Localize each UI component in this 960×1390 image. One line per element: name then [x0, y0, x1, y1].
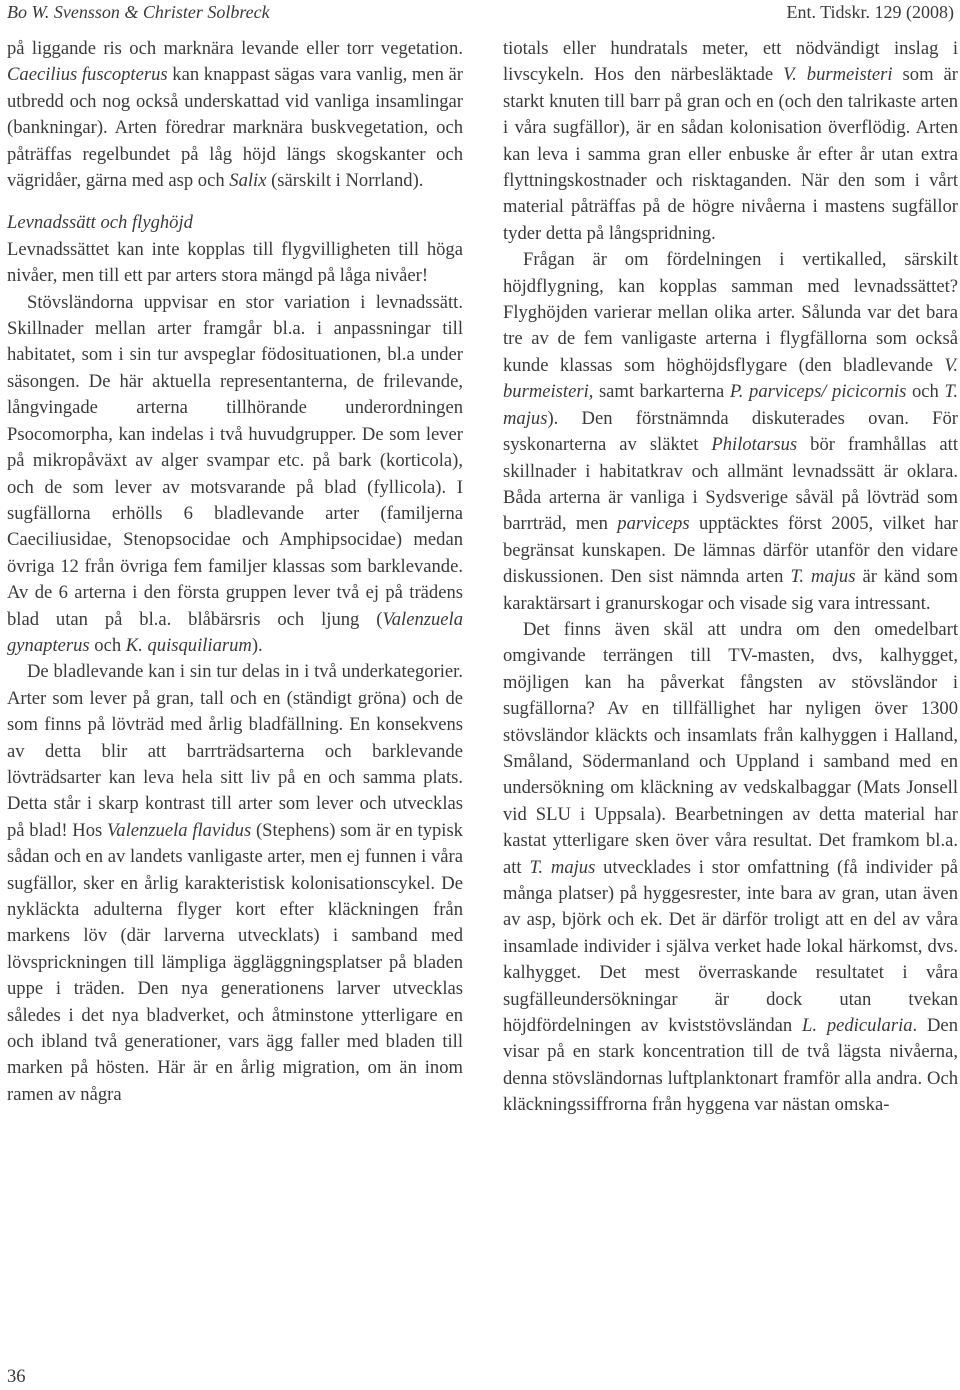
section-heading	[7, 210, 463, 236]
paragraph-text: , samt barkarterna	[588, 381, 730, 403]
left-text-column	[7, 36, 463, 1108]
paragraph-text: (Stephens) som är en typisk sådan och en av landets vanligaste arter, men ej funnen i våra sugfällor, sker en årlig karakteristisk kolonisationscykel. De nykläckta adulterna flyger kort efter kläckningen från markens löv (där larverna utvecklats) i samband med lövsprickningen till lämpliga äggläggningsplatser på bladen uppe i träden. Den nya generationens larver utvecklas således i det nya bladverket, och åtminstone ytterligare en och ibland två generationer, vars ägg faller med bladen till marken på hösten. Här är en årlig migration, om än inom ramen av några	[7, 819, 463, 1105]
paragraph-text: Levnadssätt och flyghöjd	[7, 212, 193, 234]
italic-taxon-text: K. quisquiliarum	[125, 634, 252, 656]
paragraph-text: är känd som karaktärsart i granurskogar och visade sig vara intressant.	[503, 566, 959, 614]
right-text-column	[503, 36, 958, 1119]
paragraph-text: utvecklades i stor omfattning (få individer på många platser) på hyggesrester, inte bara av gran, utan även av asp, björk och ek. Det är därför troligt att en del av våra insamlade individer i själva verket hade lokal härkomst, dvs. kalhygget. Det mest överraskande resultatet i våra sugfälleundersökningar är dock utan tvekan höjdfördelningen av kviststövsländan	[503, 856, 958, 1037]
paragraph-text: och	[89, 634, 126, 656]
body-paragraph	[503, 36, 958, 247]
running-head-authors: Bo W. Svensson & Christer Solbreck	[7, 2, 270, 22]
italic-taxon-text: T. majus	[790, 566, 856, 588]
paragraph-text: som är starkt knuten till barr på gran och en (och den talrikaste arten i våra sugfällor), är en sådan kolonisation överflödig. Arten kan leva i samma gran eller enbuske år efter år utan extra flyttningskostnader och risktaganden. När den som i vårt material påträffas på de högre nivåerna i mastens sugfällor tyder detta på långspridning.	[503, 64, 958, 244]
body-paragraph	[7, 36, 463, 194]
italic-taxon-text: V. burmeisteri	[783, 64, 893, 86]
italic-taxon-text: L. pedicularia	[802, 1015, 913, 1037]
italic-taxon-text: Salix	[229, 170, 267, 192]
body-paragraph	[503, 617, 958, 1119]
paragraph-text: på liggande ris och marknära levande eller torr vegetation.	[7, 38, 463, 59]
paragraph-text: Frågan är om fördelningen i vertikalled, särskilt höjdflygning, kan kopplas samman med levnadssättet? Flyghöjden varierar mellan olika arter. Sålunda var det bara tre av de fem vanligaste arterna i flygfällorna som också kunde klassas som höghöjdsflygare (den bladlevande	[503, 249, 958, 376]
italic-taxon-text: Valenzuela gynapterus	[7, 608, 463, 656]
paragraph-text: ). Den förstnämnda diskuterades ovan. För syskonarterna av släktet	[503, 407, 958, 456]
italic-taxon-text: Caecilius fuscopterus	[7, 64, 168, 86]
italic-taxon-text: V. burmeisteri	[503, 354, 958, 403]
paragraph-text: Stövsländorna uppvisar en stor variation i levnadssätt. Skillnader mellan arter framgår bl.a. i anpassningar till habitatet, som i sin tur avspeglar födosituationen, bl.a under säsongen. De här aktuella representanterna, de frilevande, långvingade arterna tillhörande underordningen Psocomorpha, kan indelas i två huvudgrupper. De som lever på mikropåväxt av alger svampar etc. på bark (korticola), och de som lever av motsvarande på blad (fyllicola). I sugfällorna erhölls 6 bladlevande arter (familjerna Caeciliusidae, Stenopsocidae och Amphipsocidae) medan övriga 12 från övriga fem familjer klassas som barklevande. Av de 6 arterna i den första gruppen lever två ej på trädens blad utan på bl.a. blåbärsris och ljung (	[7, 291, 463, 630]
paragraph-text: Levnadssättet kan inte kopplas till flygvilligheten till höga nivåer, men till ett par arters stora mängd på låga nivåer!	[7, 238, 463, 287]
page-number: 36	[7, 1366, 26, 1387]
paragraph-text: kan knappast sägas vara vanlig, men är utbredd och nog också underskattad vid vanliga insamlingar (bankningar). Arten föredrar marknära buskvegetation, och påträffas regelbundet på låg höjd längs skogskanter och vägridåer, gärna med asp och	[7, 64, 463, 192]
paragraph-text: bör framhållas att skillnader i habitatkrav och allmänt levnadssätt är oklara. Båda arterna är vanliga i Sydsverige såväl på lövträd som barrträd, men	[503, 434, 958, 535]
paragraph-text: ).	[251, 634, 263, 656]
running-head-journal: Ent. Tidskr. 129 (2008)	[786, 2, 954, 22]
italic-taxon-text: Philotarsus	[711, 434, 798, 456]
body-paragraph	[7, 659, 463, 1108]
paragraph-text: . Den visar på en stark koncentration till de två lägsta nivåerna, denna stövsländornas luftplanktonart framför alla andra. Och kläckningssiffrorna från hyggena var nästan omska-	[503, 1015, 958, 1116]
paragraph-text: tiotals eller hundratals meter, ett nödvändigt inslag i livscykeln. Hos den närbesläktade	[503, 38, 958, 86]
body-paragraph	[7, 290, 463, 660]
italic-taxon-text: parviceps	[617, 513, 690, 535]
paragraph-text: och	[906, 381, 945, 403]
italic-taxon-text: Valenzuela flavidus	[107, 819, 252, 841]
paragraph-text: Det finns även skäl att undra om den omedelbart omgivande terrängen till TV-masten, dvs, kalhygget, möjligen kan ha påverkat fångsten av stövsländor i sugfällorna? Av en tillfällighet har nyligen över 1300 stövsländor kläckts och insamlats från kalhyggen i Halland, Småland, Södermanland och Uppland i samband med en undersökning om kläckning av vedskalbaggar (Mats Jonsell vid SLU i Uppsala). Bearbetningen av detta material har kastat ytterligare sken över våra resultat. Det framkom bl.a. att	[503, 618, 958, 878]
italic-taxon-text: T. majus	[503, 381, 958, 429]
paragraph-text: (särskilt i Norrland).	[266, 170, 424, 192]
paragraph-text: upptäcktes först 2005, vilket har begränsat kunskapen. De lämnas därför utanför den vidare diskussionen. Den sist nämnda arten	[503, 513, 958, 588]
paragraph-text: De bladlevande kan i sin tur delas in i två underkategorier. Arter som lever på gran, tall och en (ständigt gröna) och de som finns på lövträd med årlig bladfällning. En konsekvens av detta blir att barrträdsarterna och barklevande lövträdsarter kan leva hela sitt liv på en och samma plats. Detta står i skarp kontrast till arter som lever och utvecklas på blad! Hos	[7, 661, 463, 841]
italic-taxon-text: T. majus	[529, 856, 596, 878]
running-head	[0, 0, 960, 26]
body-paragraph	[503, 247, 958, 617]
body-paragraph	[7, 237, 463, 290]
italic-taxon-text: P. parviceps/ picicornis	[729, 381, 907, 403]
